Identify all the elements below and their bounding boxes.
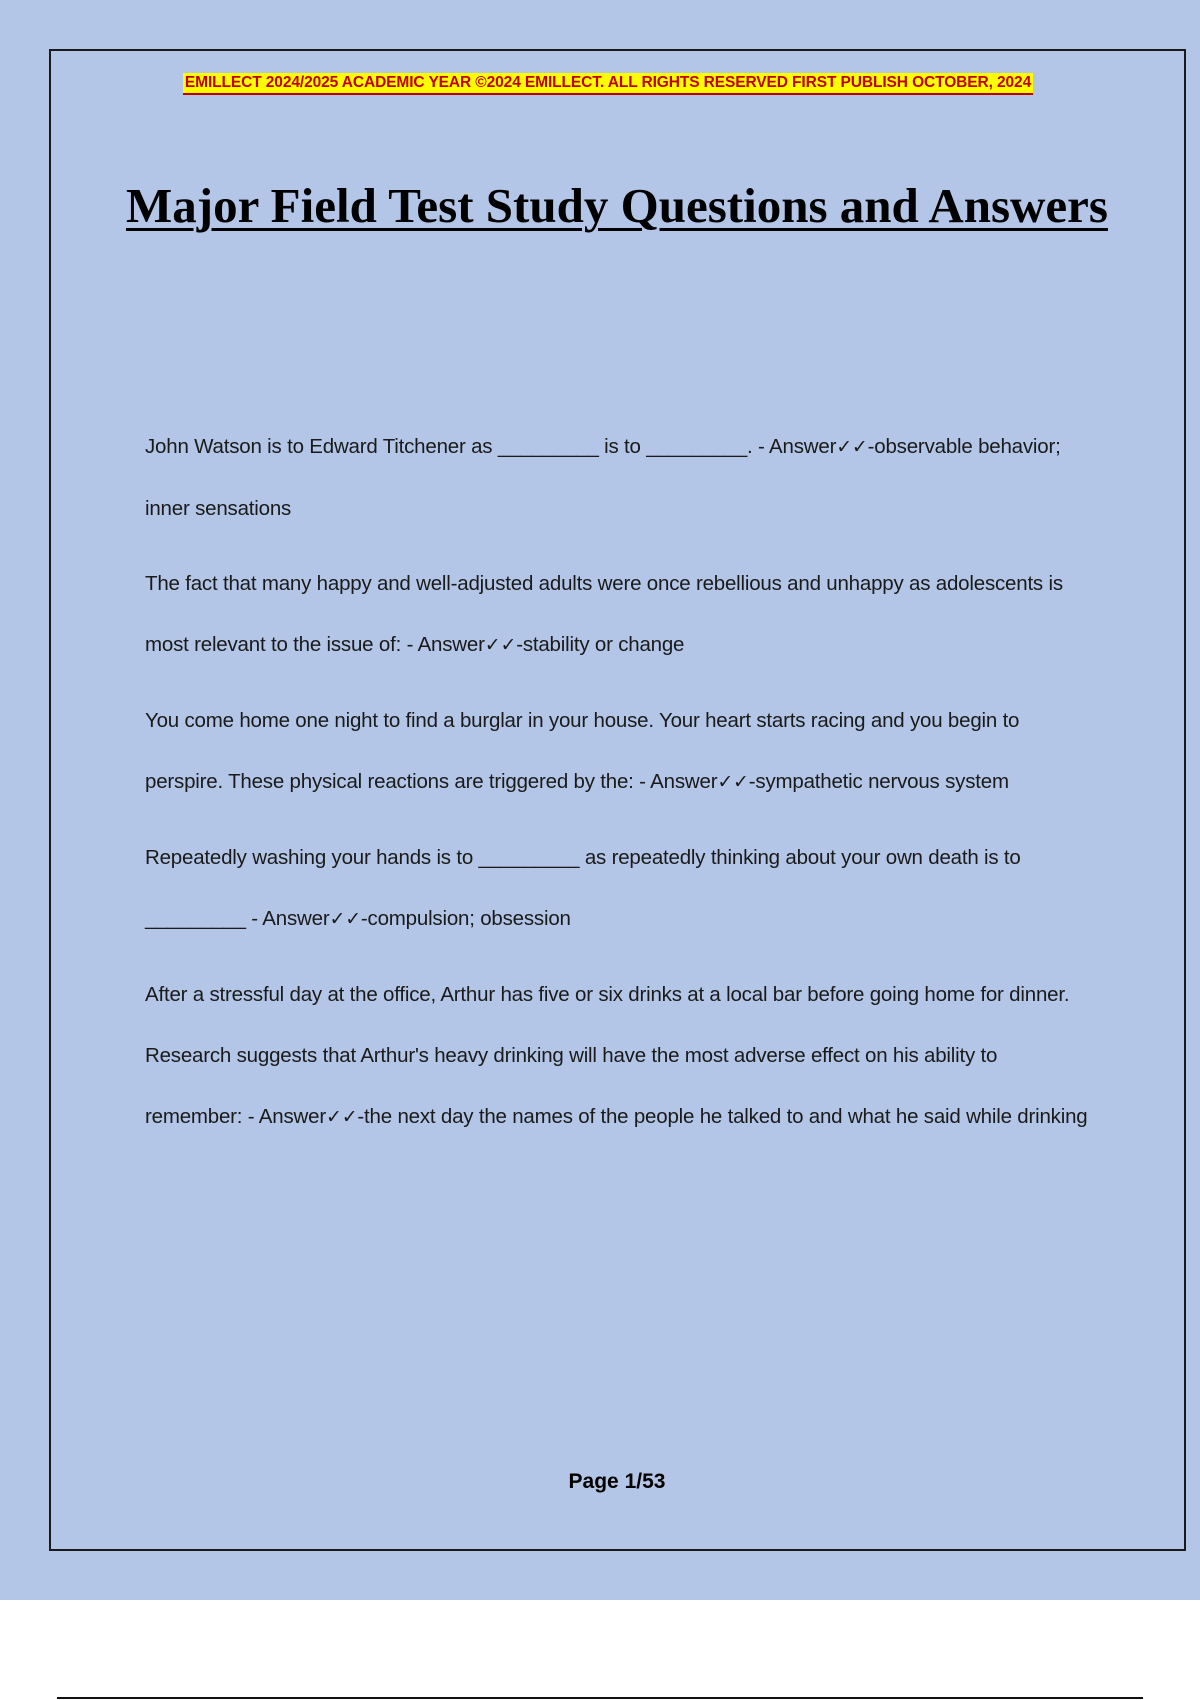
document-title: Major Field Test Study Questions and Answers	[126, 178, 1108, 233]
check-marks-icon: ✓✓	[836, 436, 868, 458]
qa-item	[145, 827, 1095, 950]
answer-prefix: - Answer	[752, 435, 837, 458]
answer-text: -sympathetic nervous system	[748, 770, 1009, 793]
check-marks-icon: ✓✓	[484, 634, 517, 656]
check-marks-icon: ✓✓	[325, 1106, 358, 1128]
question-text: You come home one night to find a burglar in your house. Your heart starts racing and you begin to perspire. These physical reactions are triggered by the:	[145, 709, 1020, 793]
copyright-banner-text: EMILLECT 2024/2025 ACADEMIC YEAR ©2024 EMILLECT. ALL RIGHTS RESERVED FIRST PUBLISH OCTOBER, 2024	[183, 73, 1033, 95]
answer-prefix: - Answer	[242, 1105, 326, 1128]
answer-prefix: - Answer	[401, 633, 485, 656]
question-text: Repeatedly washing your hands is to _________ as repeatedly thinking about your own death is to _________	[145, 846, 1021, 930]
qa-item	[145, 553, 1095, 676]
bottom-divider	[57, 1697, 1143, 1699]
qa-item	[145, 416, 1095, 539]
answer-text: -the next day the names of the people he talked to and what he said while drinking	[357, 1105, 1088, 1128]
answer-text: -observable behavior; inner sensations	[145, 435, 1061, 520]
qa-item	[145, 964, 1095, 1148]
check-marks-icon: ✓✓	[717, 771, 749, 793]
question-text: The fact that many happy and well-adjusted adults were once rebellious and unhappy as adolescents is most relevant to the issue of:	[145, 572, 1063, 656]
check-marks-icon: ✓✓	[329, 908, 361, 930]
question-text: John Watson is to Edward Titchener as _________ is to _________.	[145, 435, 753, 458]
answer-prefix: - Answer	[245, 907, 330, 930]
copyright-banner	[145, 73, 1071, 97]
question-text: After a stressful day at the office, Arthur has five or six drinks at a local bar before going home for dinner. Research suggests that Arthur's heavy drinking will have the most adverse effect on his ability to remember:	[145, 983, 1070, 1128]
qa-item	[145, 690, 1095, 813]
page-number: Page 1/53	[568, 1470, 666, 1493]
answer-text: -stability or change	[516, 633, 685, 656]
answer-text: -compulsion; obsession	[360, 907, 571, 930]
qa-list	[145, 416, 1095, 1162]
answer-prefix: - Answer	[633, 770, 718, 793]
